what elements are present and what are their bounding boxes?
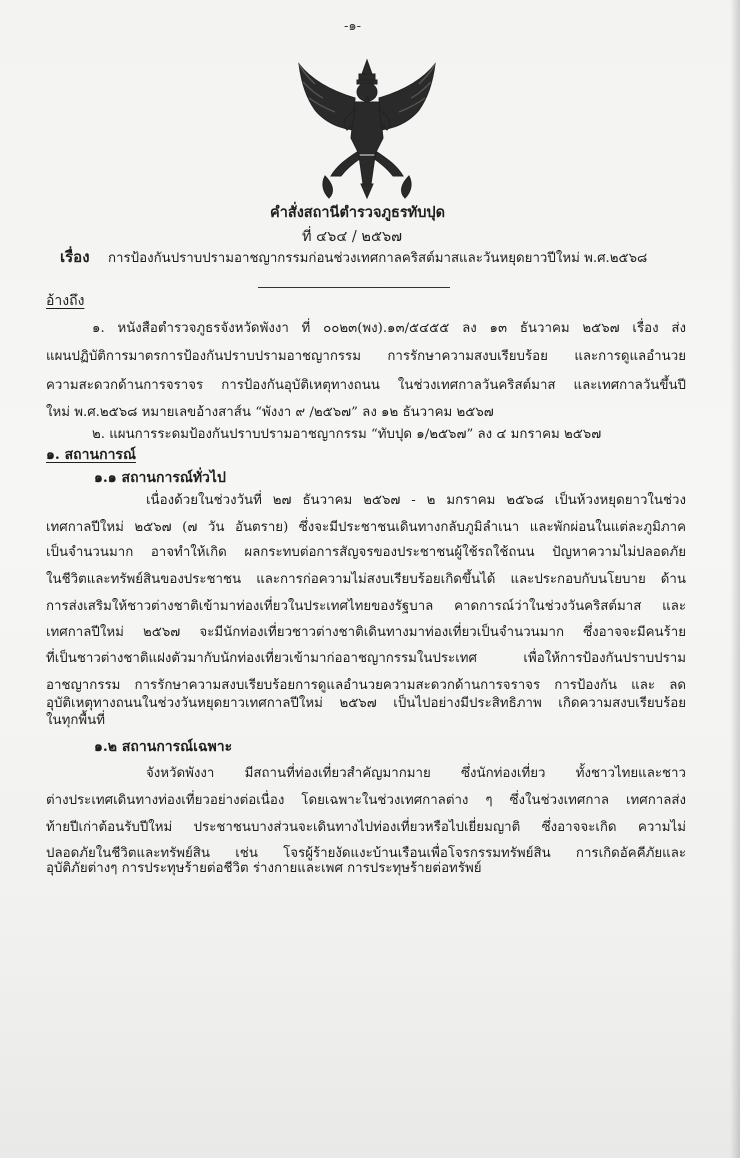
general-situation-line: อุบัติเหตุทางถนนในช่วงวันหยุดยาวเทศกาลปีใหม่ ๒๕๖๗ เป็นไปอย่างมีประสิทธิภาพ เกิดความสงบเรียบร้อย	[46, 696, 686, 711]
reference-item-1-line: ใหม่ พ.ศ.๒๕๖๘ หมายเลขอ้างสาส์น “พังงา ๙ /๒๕๖๗” ลง ๑๒ ธันวาคม ๒๕๖๗	[46, 405, 494, 420]
specific-situation-line: จังหวัดพังงา มีสถานที่ท่องเที่ยวสำคัญมากมาย ซึ่งนักท่องเที่ยว ทั้งชาวไทยและชาว	[146, 766, 686, 781]
page-number: -๑-	[344, 19, 362, 34]
garuda-emblem-icon	[295, 58, 439, 200]
general-situation-line: ในชีวิตและทรัพย์สินของประชาชน และการก่อความไม่สงบเรียบร้อยเกิดขึ้นได้ และประกอบกับนโยบาย ด้าน	[46, 572, 686, 587]
general-situation-line: อาชญากรรม การรักษาความสงบเรียบร้อยการดูแลอำนวยความสะดวกด้านการจราจร การป้องกัน และ ลด	[46, 678, 686, 693]
reference-item-1-line: ความสะดวกด้านการจราจร การป้องกันอุบัติเหตุทางถนน ในช่วงเทศกาลวันคริสต์มาส และเทศกาลวันขึ้นปี	[46, 378, 686, 393]
specific-situation-line: ปลอดภัยในชีวิตและทรัพย์สิน เช่น โจรผู้ร้ายงัดแงะบ้านเรือนเพื่อโจรกรรมทรัพย์สิน การเกิดอัคคีภัยและ	[46, 846, 686, 861]
references-heading: อ้างถึง	[46, 293, 85, 309]
general-situation-line: ที่เป็นชาวต่างชาติแฝงตัวมากับนักท่องเที่ยวเข้ามาก่ออาชญากรรมในประเทศ เพื่อให้การป้องกันปราบปราม	[46, 651, 686, 666]
section-1-2-heading: ๑.๒ สถานการณ์เฉพาะ	[94, 739, 233, 755]
order-number: ที่ ๔๖๔ / ๒๕๖๗	[302, 229, 403, 245]
document-title: คำสั่งสถานีตำรวจภูธรทับปุด	[270, 204, 446, 221]
specific-situation-line: ต่างประเทศเดินทางท่องเที่ยวอย่างต่อเนื่อง โดยเฉพาะในช่วงเทศกาลต่าง ๆ ซึ่งในช่วงเทศกาล เทศกาลส่ง	[46, 793, 686, 808]
subject-text: การป้องกันปราบปรามอาชญากรรมก่อนช่วงเทศกาลคริสต์มาสและวันหยุดยาวปีใหม่ พ.ศ.๒๕๖๘	[108, 251, 648, 266]
section-1-heading: ๑. สถานการณ์	[46, 447, 136, 463]
specific-situation-line: ท้ายปีเก่าต้อนรับปีใหม่ ประชาชนบางส่วนจะเดินทางไปท่องเที่ยวหรือไปเยี่ยมญาติ ซึ่งอาจจะเกิด ความไม่	[46, 820, 686, 835]
general-situation-line: เป็นจำนวนมาก อาจทำให้เกิด ผลกระทบต่อการสัญจรของประชาชนผู้ใช้รถใช้ถนน ปัญหาความไม่ปลอดภัย	[46, 545, 686, 560]
reference-item-1-line: แผนปฏิบัติการมาตรการป้องกันปราบปรามอาชญากรรม การรักษาความสงบเรียบร้อย และการดูแลอำนวย	[46, 349, 686, 364]
subject-label: เรื่อง	[60, 248, 90, 266]
reference-item-2: ๒. แผนการระดมป้องกันปราบปรามอาชญากรรม “ทับปุด ๑/๒๕๖๗” ลง ๔ มกราคม ๒๕๖๗	[92, 427, 602, 442]
general-situation-line: เทศกาลปีใหม่ ๒๕๖๗ จะมีนักท่องเที่ยวชาวต่างชาติเดินทางมาท่องเที่ยวเป็นจำนวนมาก ซึ่งอาจจะมีคนร้าย	[46, 625, 686, 640]
general-situation-line: เทศกาลปีใหม่ ๒๕๖๗ (๗ วัน อันตราย) ซึ่งจะมีประชาชนเดินทางกลับภูมิลำเนา และพักผ่อนในแต่ละภูมิภาค	[46, 520, 686, 535]
general-situation-line: การส่งเสริมให้ชาวต่างชาติเข้ามาท่องเที่ยวในประเทศไทยของรัฐบาล คาดการณ์ว่าในช่วงวันคริสต์มาส และ	[46, 599, 686, 614]
reference-item-1-line: ๑. หนังสือตำรวจภูธรจังหวัดพังงา ที่ ๐๐๒๓(พง).๑๓/๕๔๕๕ ลง ๑๓ ธันวาคม ๒๕๖๗ เรื่อง ส่ง	[92, 321, 686, 336]
general-situation-line: เนื่องด้วยในช่วงวันที่ ๒๗ ธันวาคม ๒๕๖๗ - ๒ มกราคม ๒๕๖๘ เป็นห้วงหยุดยาวในช่วง	[146, 493, 686, 508]
page-edge-shadow	[730, 0, 740, 1158]
specific-situation-line: อุบัติภัยต่างๆ การประทุษร้ายต่อชีวิต ร่างกายและเพศ การประทุษร้ายต่อทรัพย์	[46, 861, 482, 876]
general-situation-line: ในทุกพื้นที่	[46, 713, 106, 728]
section-1-1-heading: ๑.๑ สถานการณ์ทั่วไป	[94, 470, 226, 486]
title-divider	[258, 287, 450, 288]
